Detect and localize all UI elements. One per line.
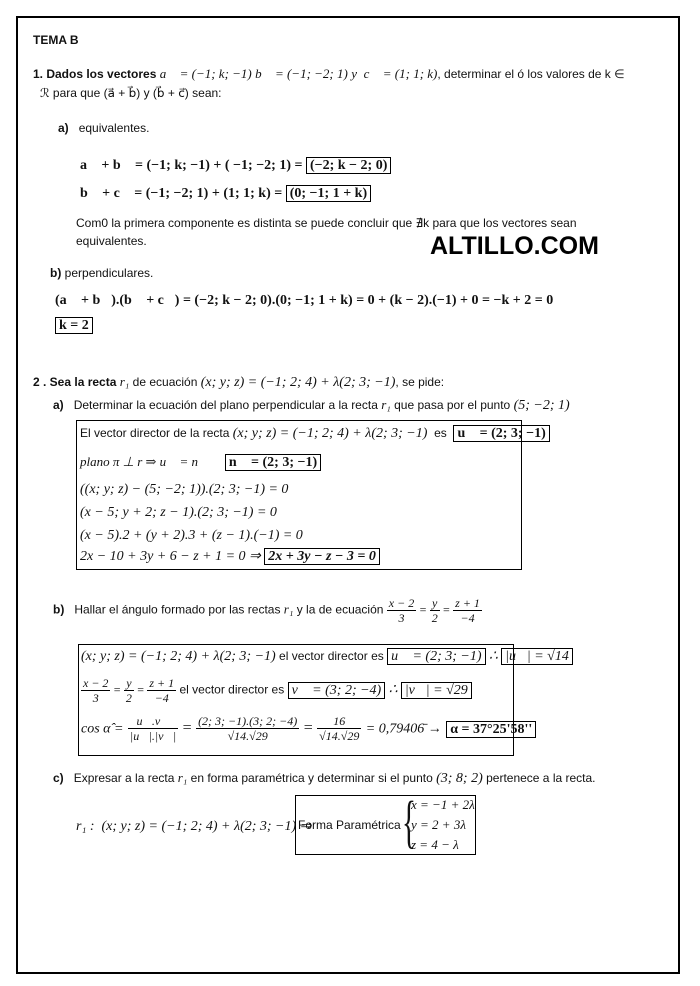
- frac-z-num: z + 1: [455, 596, 480, 610]
- item-2a: [53, 397, 570, 414]
- box2a-l1-eq: (x; y; z) = (−1; 2; 4) + λ(2; 3; −1): [232, 426, 428, 441]
- frac-x-den: 3: [398, 611, 405, 625]
- frac-y: [430, 596, 440, 625]
- box2b-frac-y: [124, 676, 134, 705]
- frac-x: [387, 596, 416, 625]
- param-x: x = −1 + 2λ: [411, 797, 475, 812]
- p2-intro-b: de ecuación: [129, 375, 201, 389]
- vector-a: a⃗ = (−1; k; −1): [159, 66, 252, 81]
- box2b-l1-text: el vector director es: [279, 649, 384, 663]
- text-2b: Hallar el ángulo formado por las rectas: [74, 602, 284, 617]
- box2a-line-5: (x − 5).2 + (y + 2).3 + (z − 1).(−1) = 0: [80, 528, 303, 543]
- box2a-l6-text: 2x − 10 + 3y + 6 − z + 1 = 0 ⇒: [80, 549, 261, 564]
- label-1a: a): [58, 121, 69, 135]
- cos-frac-1: [128, 714, 178, 743]
- box2b-l1-eq: (x; y; z) = (−1; 2; 4) + λ(2; 3; −1): [81, 649, 276, 664]
- param-y: y = 2 + 3λ: [411, 817, 466, 832]
- text-1b: perpendiculares.: [64, 266, 154, 280]
- problem-2-statement: [33, 374, 444, 391]
- box2a-l2-text: plano π ⊥ r ⇒ u⃗ = n⃗ ∴: [80, 454, 222, 469]
- box2b-frac-y-den: 2: [125, 691, 132, 705]
- parametric-equation: [76, 818, 311, 835]
- p1-intro: 1. Dados los vectores: [33, 67, 160, 81]
- cos-frac-2: [196, 714, 299, 743]
- box2a-line-3: ((x; y; z) − (5; −2; 1)).(2; 3; −1) = 0: [80, 482, 289, 497]
- box2b-l2-res: v⃗ = (3; 2; −4): [288, 682, 386, 699]
- cos-frac-3-num: 16: [317, 714, 361, 729]
- box2a-l1-es: es: [434, 426, 447, 440]
- box2a-l2-res: n⃗ = (2; 3; −1): [225, 454, 321, 471]
- param-z: z = 4 − λ: [411, 837, 459, 852]
- r-symbol-2c: r₁: [177, 770, 188, 785]
- conclusion-line-2: equivalentes.: [76, 234, 147, 248]
- label-2c: c): [53, 771, 64, 785]
- problem-1-statement: [33, 66, 625, 82]
- box2b-l2-mod: |v⃗| = √29: [401, 682, 472, 699]
- parametric-form-label: Forma Paramétrica: [298, 818, 401, 832]
- frac-z-den: −4: [460, 611, 475, 625]
- label-2b: b): [53, 602, 65, 617]
- parametric-lhs: (x; y; z) = (−1; 2; 4) + λ(2; 3; −1) ⇒: [101, 819, 312, 834]
- frac-z: [453, 596, 482, 625]
- plane-equation: 2x + 3y − z − 3 = 0: [264, 548, 380, 565]
- point-2a: (5; −2; 1): [513, 398, 570, 413]
- cos-value: = 0,79406̄ →: [365, 721, 442, 737]
- box2b-l1-res: u⃗ = (2; 3; −1): [387, 648, 485, 665]
- text-2c: Expresar a la recta: [73, 771, 178, 785]
- line-equation: (x; y; z) = (−1; 2; 4) + λ(2; 3; −1): [200, 375, 396, 390]
- box2b-frac-y-num: y: [124, 676, 134, 691]
- p1-intro-b: , determinar el ó los valores de k ∈: [437, 67, 625, 81]
- box2b-frac-x-den: 3: [92, 691, 99, 705]
- r-symbol-2a: r₁: [381, 397, 391, 412]
- watermark: ALTILLO.COM: [430, 232, 599, 260]
- box2b-frac-x-num: x − 2: [83, 676, 109, 690]
- angle-result: α = 37°25'58'': [446, 721, 536, 738]
- frac-x-num: x − 2: [388, 596, 415, 610]
- box2b-line-2: $\frac{x - 2}{3}$ = $\frac{y}{2}$ = $\frac{z + 1}{-4}$ el vector director es v⃗ = (3; 2; −4) ∴ |v⃗| = √29: [81, 676, 472, 705]
- p2-intro-c: , se pide:: [395, 375, 445, 389]
- box2a-l1-res: u⃗ = (2; 3; −1): [453, 425, 549, 442]
- box2b-frac-x: [81, 676, 110, 705]
- vector-b: b⃗ = (−1; −2; 1): [255, 66, 348, 81]
- sum-ab-result: (−2; k − 2; 0): [306, 157, 391, 174]
- box2a-line-4: (x − 5; y + 2; z − 1).(2; 3; −1) = 0: [80, 505, 277, 520]
- item-2b: b) Hallar el ángulo formado por las rectas r₁ y la de ecuación $\frac{x - 2}{3}$ = $\frac{y}{2}$ = $\frac{z + 1}{-4}$: [53, 596, 480, 625]
- r-symbol-2b: r₁: [283, 601, 294, 617]
- sum-ab: [80, 158, 391, 174]
- vector-c: c⃗ = (1; 1; k): [363, 66, 438, 81]
- cos-label: cos α̂ =: [81, 721, 124, 737]
- box2b-line-1: (x; y; z) = (−1; 2; 4) + λ(2; 3; −1) el vector director es u⃗ = (2; 3; −1) ∴ |u⃗| = √14: [81, 648, 573, 665]
- page-title: TEMA B: [33, 33, 79, 47]
- cos-frac-3-den: √14.√29: [319, 729, 360, 743]
- box2b-frac-z-den: −4: [154, 691, 169, 705]
- frac-y-num: y: [430, 596, 440, 611]
- text-2c-c: pertenece a la recta.: [482, 771, 596, 785]
- text-2a-b: que pasa por el punto: [390, 398, 514, 412]
- cos-frac-3: [317, 714, 361, 743]
- text-2b-b: y la de ecuación: [293, 602, 387, 617]
- sum-bc-result: (0; −1; 1 + k): [286, 185, 371, 202]
- cos-frac-1-den: |u⃗|.|v⃗|: [129, 729, 177, 743]
- box2b-frac-z-num: z + 1: [149, 676, 175, 690]
- box2a-l1-text: El vector director de la recta: [80, 426, 233, 440]
- box2a-line-1: [80, 426, 550, 442]
- point-2c: (3; 8; 2): [436, 771, 483, 786]
- r1-label: r₁ :: [76, 819, 95, 834]
- cos-frac-2-den: √14.√29: [227, 729, 268, 743]
- cos-frac-2-num: (2; 3; −1).(3; 2; −4): [198, 714, 298, 728]
- box2b-line-3: cos α̂ = $\frac{u⃗.v⃗}{|u⃗|.|v⃗|}$ = $\frac{(2; 3; -1).(3; 2; -4)}{√14.√29}$ = $\frac{16}{√14.√29}$ = 0,79406̄ → α = 37°25'58'': [81, 714, 536, 743]
- text-2a: Determinar la ecuación del plano perpendicular a la recta: [73, 398, 382, 412]
- perpendicular-result: [55, 318, 93, 334]
- sum-ab-lhs: a⃗ + b⃗ = (−1; k; −1) + ( −1; −2; 1) =: [80, 158, 303, 173]
- box2b-l1-mod: |u⃗| = √14: [501, 648, 573, 665]
- r1-symbol: r₁: [119, 374, 130, 389]
- problem-1-statement-cont: ℛ para que (a⃗ + b⃗) y (b⃗ + c⃗) sean:: [40, 86, 222, 100]
- sum-bc-lhs: b⃗ + c⃗ = (−1; −2; 1) + (1; 1; k) =: [80, 186, 283, 201]
- item-1b: [50, 266, 153, 280]
- label-2a: a): [53, 398, 64, 412]
- frac-y-den: 2: [431, 611, 438, 625]
- conclusion-line-1: Com0 la primera componente es distinta se puede concluir que ∄k para que los vectores sean: [76, 216, 577, 230]
- box2b-l2-text: el vector director es: [179, 682, 285, 697]
- box2a-line-6: [80, 548, 380, 565]
- cos-frac-1-num: u⃗.v⃗: [128, 714, 178, 729]
- sum-bc: [80, 186, 371, 202]
- k-result: k = 2: [55, 317, 93, 334]
- brace-icon: {: [402, 789, 416, 854]
- item-2c: [53, 770, 596, 787]
- item-1a: [58, 121, 149, 135]
- text-2c-b: en forma paramétrica y determinar si el punto: [187, 771, 437, 785]
- perpendicular-equation: (a⃗ + b⃗).(b⃗ + c⃗) = (−2; k − 2; 0).(0; −1; 1 + k) = 0 + (k − 2).(−1) + 0 = −k + 2 = 0: [55, 293, 554, 308]
- label-1b: b): [50, 266, 62, 280]
- p2-num: 2 . Sea la recta: [33, 375, 120, 389]
- box2b-frac-z: [147, 676, 176, 705]
- text-1a: equivalentes.: [78, 121, 150, 135]
- box2a-line-2: [80, 454, 321, 471]
- conj-y: y: [351, 66, 357, 81]
